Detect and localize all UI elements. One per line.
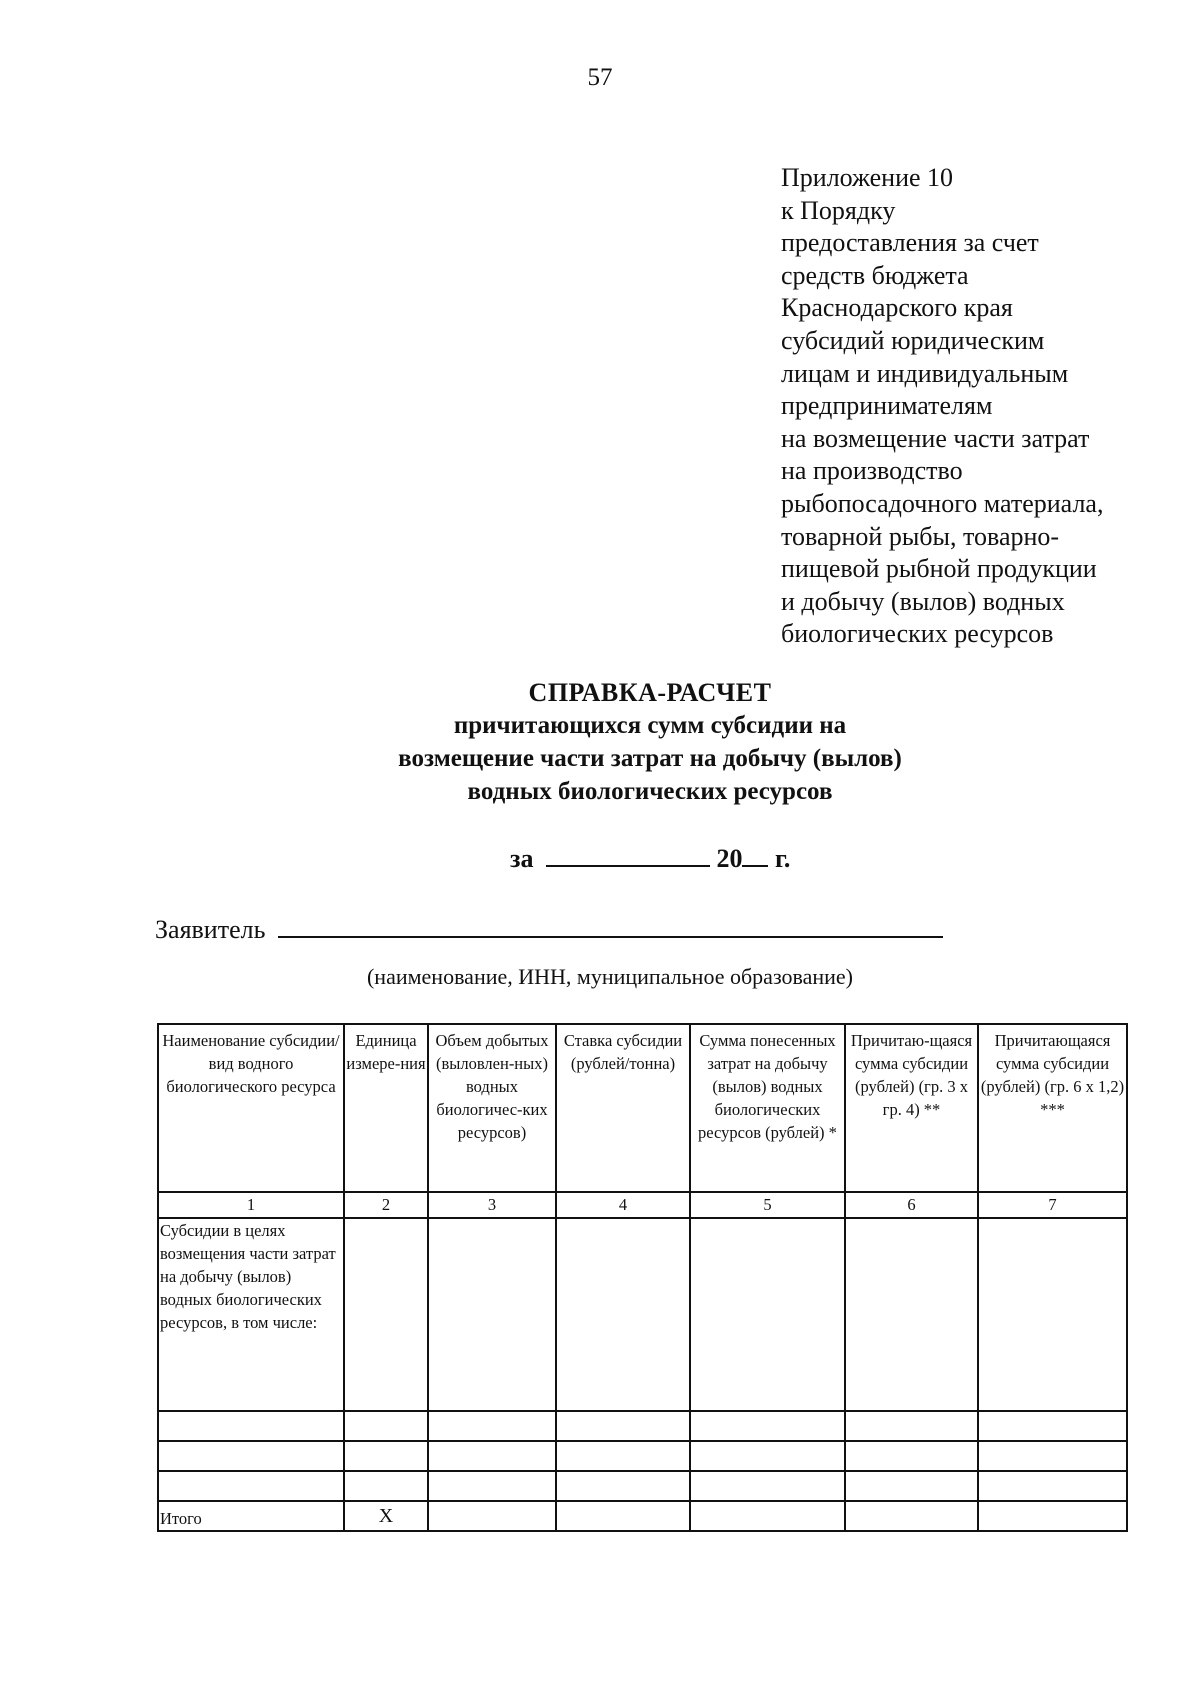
subsidy-row bbox=[158, 1218, 1127, 1411]
subsidy-row-label: Субсидии в целях возмещения части затрат на добычу (вылов) водных биологических ресурсов, в том числе: bbox=[158, 1218, 344, 1411]
table-cell[interactable] bbox=[845, 1218, 978, 1411]
column-number: 4 bbox=[556, 1192, 690, 1218]
appendix-line: биологических ресурсов bbox=[781, 619, 1054, 649]
table-row bbox=[158, 1471, 1127, 1501]
appendix-line: Краснодарского края bbox=[781, 293, 1013, 323]
total-row bbox=[158, 1501, 1127, 1531]
table-cell[interactable] bbox=[428, 1218, 556, 1411]
table-row bbox=[158, 1411, 1127, 1441]
column-number: 2 bbox=[344, 1192, 428, 1218]
appendix-line: рыбопосадочного материала, bbox=[781, 488, 1104, 518]
column-number: 7 bbox=[978, 1192, 1127, 1218]
appendix-line: пищевой рыбной продукции bbox=[781, 554, 1097, 584]
table-cell[interactable] bbox=[344, 1441, 428, 1471]
header-cell: Наименование субсидии/вид водного биологического ресурса bbox=[158, 1024, 344, 1192]
appendix-line: средств бюджета bbox=[781, 260, 969, 290]
table-cell[interactable] bbox=[690, 1411, 845, 1441]
appendix-line: лицам и индивидуальным bbox=[781, 358, 1069, 388]
appendix-line: на производство bbox=[781, 456, 963, 486]
table-cell[interactable] bbox=[690, 1471, 845, 1501]
table-cell[interactable] bbox=[428, 1441, 556, 1471]
table-cell[interactable] bbox=[690, 1441, 845, 1471]
appendix-line: к Порядку bbox=[781, 195, 896, 225]
table-cell[interactable] bbox=[428, 1501, 556, 1531]
appendix-line: на возмещение части затрат bbox=[781, 423, 1090, 453]
table-cell[interactable] bbox=[845, 1411, 978, 1441]
appendix-line: и добычу (вылов) водных bbox=[781, 586, 1065, 616]
calculation-table bbox=[157, 1023, 1128, 1532]
table-cell[interactable] bbox=[556, 1441, 690, 1471]
table-cell[interactable] bbox=[845, 1441, 978, 1471]
column-number: 1 bbox=[158, 1192, 344, 1218]
table-cell[interactable] bbox=[845, 1471, 978, 1501]
appendix-line: субсидий юридическим bbox=[781, 325, 1045, 355]
table-cell[interactable] bbox=[344, 1411, 428, 1441]
table-cell[interactable] bbox=[978, 1441, 1127, 1471]
column-number: 5 bbox=[690, 1192, 845, 1218]
header-cell: Ставка субсидии (рублей/тонна) bbox=[556, 1024, 690, 1192]
title-line: причитающихся сумм субсидии на bbox=[453, 712, 847, 739]
header-cell: Единица измере-ния bbox=[344, 1024, 428, 1192]
applicant-hint: (наименование, ИНН, муниципальное образование) bbox=[366, 964, 854, 989]
appendix-line: Приложение 10 bbox=[781, 163, 954, 192]
appendix-note bbox=[781, 162, 1181, 651]
table-cell[interactable] bbox=[556, 1501, 690, 1531]
table-cell[interactable] bbox=[158, 1411, 344, 1441]
table-cell[interactable] bbox=[556, 1218, 690, 1411]
reporting-period bbox=[510, 843, 790, 874]
table-cell[interactable] bbox=[344, 1471, 428, 1501]
column-number-row bbox=[158, 1192, 1127, 1218]
appendix-line: товарной рыбы, товарно- bbox=[781, 521, 1060, 551]
table-header-row bbox=[158, 1024, 1127, 1192]
header-cell: Сумма понесенных затрат на добычу (вылов) водных биологических ресурсов (рублей) * bbox=[690, 1024, 845, 1192]
total-label: Итого bbox=[158, 1501, 344, 1531]
appendix-line: предоставления за счет bbox=[781, 228, 1039, 258]
year-blank-field[interactable] bbox=[742, 843, 768, 867]
table-cell[interactable] bbox=[978, 1471, 1127, 1501]
table-cell[interactable] bbox=[158, 1441, 344, 1471]
table-cell[interactable] bbox=[158, 1471, 344, 1501]
table-cell[interactable] bbox=[556, 1411, 690, 1441]
column-number: 6 bbox=[845, 1192, 978, 1218]
table-cell[interactable] bbox=[978, 1501, 1127, 1531]
period-blank-field[interactable] bbox=[546, 843, 710, 867]
table-cell[interactable] bbox=[428, 1471, 556, 1501]
table-cell[interactable] bbox=[845, 1501, 978, 1531]
header-cell: Причитающаяся сумма субсидии (рублей) (гр. 6 х 1,2) *** bbox=[978, 1024, 1127, 1192]
title-line: возмещение части затрат на добычу (вылов) bbox=[398, 745, 902, 772]
table-cell[interactable] bbox=[690, 1218, 845, 1411]
applicant-line bbox=[155, 914, 943, 945]
period-year-prefix: 20 bbox=[716, 844, 743, 873]
table-cell[interactable] bbox=[690, 1501, 845, 1531]
document-title bbox=[250, 676, 1050, 808]
period-prefix: за bbox=[510, 844, 534, 873]
title-line: водных биологических ресурсов bbox=[467, 778, 833, 805]
total-unit-mark: Х bbox=[344, 1501, 428, 1531]
applicant-blank-field[interactable] bbox=[278, 914, 943, 938]
table-cell[interactable] bbox=[978, 1218, 1127, 1411]
applicant-label: Заявитель bbox=[155, 915, 266, 944]
table-cell[interactable] bbox=[978, 1411, 1127, 1441]
period-suffix: г. bbox=[774, 844, 791, 873]
header-cell: Причитаю-щаяся сумма субсидии (рублей) (гр. 3 х гр. 4) ** bbox=[845, 1024, 978, 1192]
column-number: 3 bbox=[428, 1192, 556, 1218]
table-cell[interactable] bbox=[556, 1471, 690, 1501]
table-cell[interactable] bbox=[344, 1218, 428, 1411]
header-cell: Объем добытых (выловлен-ных) водных биологичес-ких ресурсов) bbox=[428, 1024, 556, 1192]
table-cell[interactable] bbox=[428, 1411, 556, 1441]
page-number: 57 bbox=[587, 64, 613, 91]
appendix-line: предпринимателям bbox=[781, 391, 993, 421]
table-row bbox=[158, 1441, 1127, 1471]
title-main: СПРАВКА-РАСЧЕТ bbox=[528, 678, 772, 707]
